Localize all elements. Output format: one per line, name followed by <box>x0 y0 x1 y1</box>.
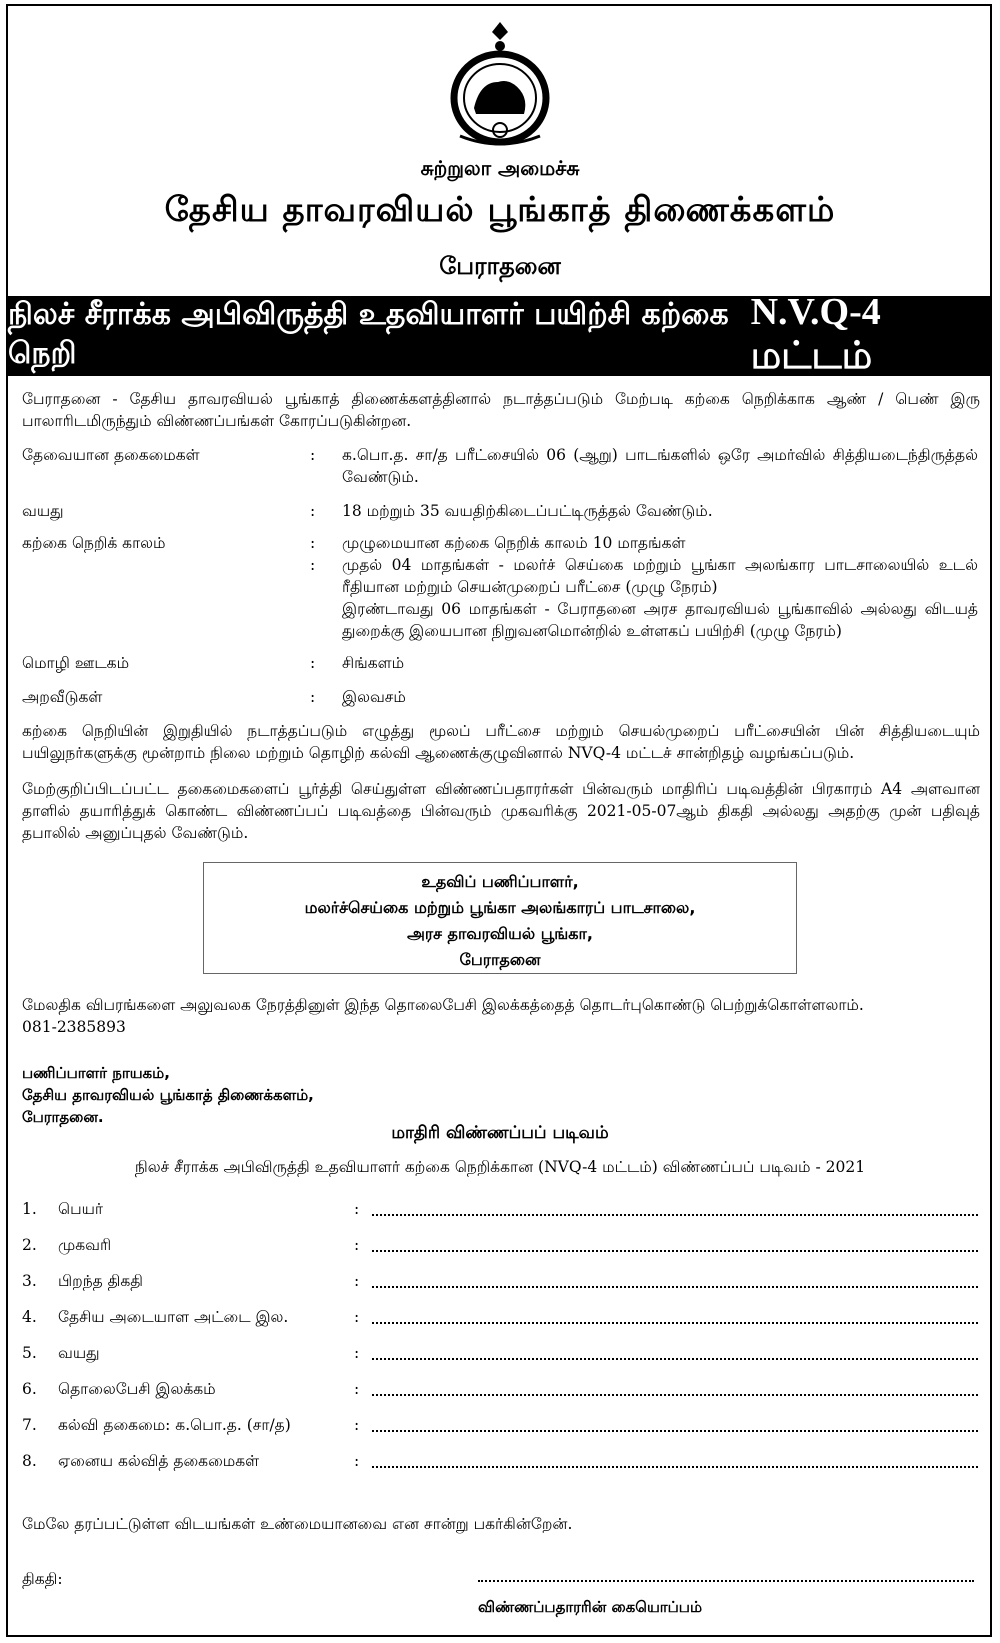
detail-colon: : <box>310 446 316 464</box>
field-label: வயது <box>58 1344 100 1362</box>
field-label: பெயர் <box>58 1200 103 1218</box>
detail-label: மொழி ஊடகம் <box>22 654 130 672</box>
field-number: 4. <box>22 1308 37 1326</box>
detail-fees <box>22 686 980 708</box>
intro-paragraph: பேராதனை - தேசிய தாவரவியல் பூங்காத் திணைக்களத்தினால் நடாத்தப்படும் மேற்படி கற்கை நெறிக்காக ஆண் / பெண் இரு பாலாரிடமிருந்தும் விண்ணப்பங்கள் கோரப்படுகின்றன. <box>22 390 980 430</box>
field-colon: : <box>354 1308 360 1326</box>
detail-duration-phase2 <box>22 598 980 642</box>
address-line: உதவிப் பணிப்பாளர், <box>421 872 579 891</box>
form-field-row <box>22 1380 980 1404</box>
field-fill-line <box>372 1250 978 1252</box>
detail-value: க.பொ.த. சா/த பரீட்சையில் 06 (ஆறு) பாடங்களில் ஒரே அமர்வில் சித்தியடைந்திருத்தல் வேண்டும். <box>342 446 978 486</box>
field-fill-line <box>372 1430 978 1432</box>
signature-line: பேராதனை. <box>22 1108 104 1126</box>
detail-duration-phase1 <box>22 554 980 598</box>
address-line: மலர்ச்செய்கை மற்றும் பூங்கா அலங்காரப் பாடசாலை, <box>304 898 696 917</box>
detail-colon: : <box>310 688 316 706</box>
field-label: பிறந்த திகதி <box>58 1272 143 1290</box>
detail-qualifications <box>22 444 980 488</box>
field-number: 3. <box>22 1272 37 1290</box>
course-title: நிலச் சீராக்க அபிவிருத்தி உதவியாளர் பயிற்சி கற்கை நெறி <box>8 297 729 371</box>
detail-label: வயது <box>22 502 64 520</box>
detail-colon: : <box>310 654 316 672</box>
detail-medium <box>22 652 980 674</box>
declaration-text: மேலே தரப்பட்டுள்ள விடயங்கள் உண்மையானவை என சான்று பகர்கின்றேன். <box>22 1515 573 1533</box>
field-fill-line <box>372 1358 978 1360</box>
form-title: மாதிரி விண்ணப்பப் படிவம் <box>391 1123 609 1143</box>
detail-label: அறவீடுகள் <box>22 688 103 706</box>
application-paragraph: மேற்குறிப்பிடப்பட்ட தகைமைகளைப் பூர்த்தி செய்துள்ள விண்ணப்பதாரர்கள் பின்வரும் மாதிரிப் படிவத்தின் பிரகாரம் A4 அளவான தாளில் தயாரித்துக் கொண்ட விண்ணப்பப் படிவத்தை பின்வரும் முகவரிக்கு 2021-05-07ஆம் திகதி அல்லது அதற்கு முன் பதிவுத் தபாலில் அனுப்புதல் வேண்டும். <box>22 780 980 842</box>
field-label: முகவரி <box>58 1236 112 1254</box>
detail-colon: : <box>310 502 316 520</box>
field-number: 2. <box>22 1236 37 1254</box>
detail-value: 18 மற்றும் 35 வயதிற்கிடைப்பட்டிருத்தல் வேண்டும். <box>342 502 713 520</box>
detail-value: முதல் 04 மாதங்கள் - மலர்ச் செய்கை மற்றும் பூங்கா அலங்கார பாடசாலையில் உடல் ரீதியான மற்றும் செயன்முறைப் பரீட்சை (முழு நேரம்) <box>342 556 978 596</box>
contact-text: மேலதிக விபரங்களை அலுவலக நேரத்தினுள் இந்த தொலைபேசி இலக்கத்தைத் தொடர்புகொண்டு பெற்றுக்கொள்ளலாம். <box>22 996 864 1014</box>
field-colon: : <box>354 1236 360 1254</box>
applicant-signature-label: விண்ணப்பதாரரின் கையொப்பம் <box>478 1598 703 1616</box>
ministry-name: சுற்றுலா அமைச்சு <box>420 156 580 180</box>
course-level: N.V.Q-4 மட்டம் <box>750 290 881 377</box>
signature-line: பணிப்பாளர் நாயகம், <box>22 1064 170 1082</box>
field-colon: : <box>354 1272 360 1290</box>
field-number: 5. <box>22 1344 37 1362</box>
detail-label: தேவையான தகைமைகள் <box>22 446 200 464</box>
field-colon: : <box>354 1380 360 1398</box>
department-name: தேசிய தாவரவியல் பூங்காத் திணைக்களம் <box>164 190 836 230</box>
signature-line: தேசிய தாவரவியல் பூங்காத் திணைக்களம், <box>22 1086 314 1104</box>
field-label: கல்வி தகைமை: க.பொ.த. (சா/த) <box>58 1416 291 1434</box>
address-line: அரச தாவரவியல் பூங்கா, <box>407 924 593 943</box>
address-box <box>203 862 797 974</box>
form-subtitle: நிலச் சீராக்க அபிவிருத்தி உதவியாளர் கற்கை நெறிக்கான (NVQ-4 மட்டம்) விண்ணப்பப் படிவம் - 2021 <box>134 1158 866 1176</box>
detail-value: சிங்களம் <box>342 654 405 672</box>
form-field-row <box>22 1200 980 1224</box>
form-field-row <box>22 1272 980 1296</box>
certificate-paragraph: கற்கை நெறியின் இறுதியில் நடாத்தப்படும் எழுத்து மூலப் பரீட்சை மற்றும் செயல்முறைப் பரீட்சையின் பின் சித்தியடையும் பயிலுநர்களுக்கு மூன்றாம் நிலை மற்றும் தொழிற் கல்வி ஆணைக்குழுவினால் NVQ-4 மட்டச் சான்றிதழ் வழங்கப்படும். <box>22 722 980 762</box>
field-number: 6. <box>22 1380 37 1398</box>
field-colon: : <box>354 1344 360 1362</box>
form-field-row <box>22 1416 980 1440</box>
detail-value: முழுமையான கற்கை நெறிக் காலம் 10 மாதங்கள் <box>342 534 686 552</box>
field-number: 7. <box>22 1416 37 1434</box>
city-name: பேராதனை <box>439 252 561 280</box>
address-line: பேராதனை <box>459 950 541 969</box>
field-colon: : <box>354 1200 360 1218</box>
form-field-row <box>22 1308 980 1332</box>
field-number: 1. <box>22 1200 37 1218</box>
field-fill-line <box>372 1322 978 1324</box>
field-colon: : <box>354 1452 360 1470</box>
sri-lanka-emblem-icon <box>440 18 560 148</box>
form-field-row <box>22 1344 980 1368</box>
contact-phone: 081-2385893 <box>22 1018 126 1036</box>
signature-fill-line <box>478 1580 974 1582</box>
course-banner <box>8 290 990 377</box>
field-fill-line <box>372 1286 978 1288</box>
field-label: தொலைபேசி இலக்கம் <box>58 1380 216 1398</box>
field-fill-line <box>372 1466 978 1468</box>
field-label: தேசிய அடையாள அட்டை இல. <box>58 1308 289 1326</box>
detail-colon: : <box>310 534 316 552</box>
detail-value: இலவசம் <box>342 688 406 706</box>
date-label: திகதி: <box>22 1570 63 1588</box>
form-field-row <box>22 1236 980 1260</box>
field-fill-line <box>372 1214 978 1216</box>
detail-age <box>22 500 980 522</box>
field-number: 8. <box>22 1452 37 1470</box>
detail-colon: : <box>310 556 316 574</box>
detail-value: இரண்டாவது 06 மாதங்கள் - பேராதனை அரச தாவரவியல் பூங்காவில் அல்லது விடயத் துறைக்கு இயைபான நிறுவனமொன்றில் உள்ளகப் பயிற்சி (முழு நேரம்) <box>342 600 978 640</box>
field-label: ஏனைய கல்வித் தகைமைகள் <box>58 1452 260 1470</box>
contact-paragraph <box>22 994 980 1038</box>
detail-label: கற்கை நெறிக் காலம் <box>22 534 166 552</box>
director-signature <box>22 1062 314 1128</box>
field-colon: : <box>354 1416 360 1434</box>
field-fill-line <box>372 1394 978 1396</box>
detail-duration <box>22 532 980 554</box>
form-field-row <box>22 1452 980 1476</box>
